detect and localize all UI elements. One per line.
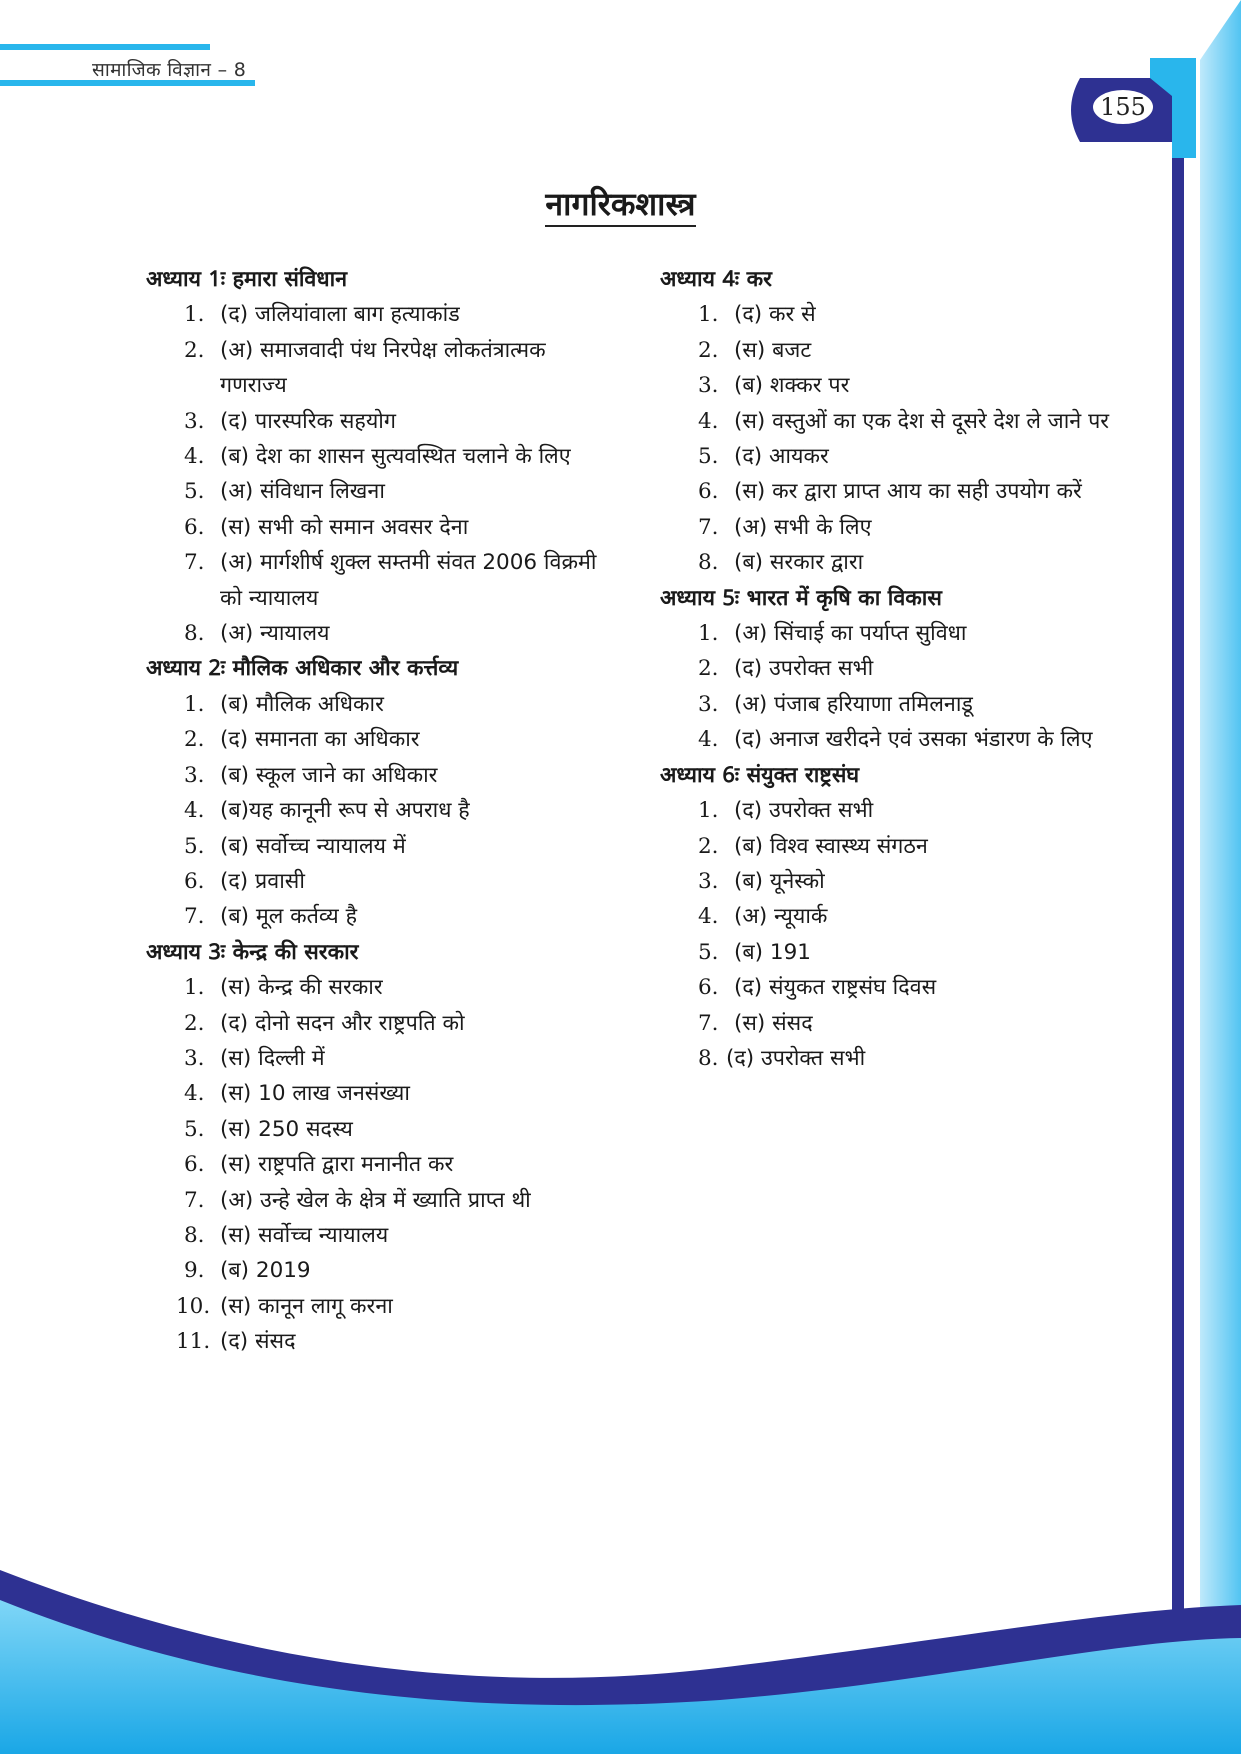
list-item — [146, 1076, 616, 1111]
chapter-heading: अध्याय 2ः मौलिक अधिकार और कर्त्तव्य — [146, 656, 459, 682]
item-number: 4. — [184, 444, 205, 470]
item-number: 7. — [698, 1010, 719, 1036]
list-item — [146, 1289, 616, 1324]
item-text: (स) कर द्वारा प्राप्त आय का सही उपयोग करें — [734, 479, 1082, 505]
item-text: (द) जलियांवाला बाग हत्याकांड — [220, 302, 460, 328]
list-item — [146, 404, 616, 439]
list-item — [146, 829, 616, 864]
item-number: 3. — [698, 868, 719, 894]
item-text: (ब) सर्वोच्च न्यायालय में — [220, 833, 406, 859]
list-item — [146, 1147, 616, 1182]
item-number: 6. — [184, 868, 205, 894]
item-number: 10. — [176, 1293, 211, 1319]
chapter-4 — [660, 262, 1130, 581]
item-text: (द) उपरोक्त सभी — [726, 1045, 866, 1071]
item-text: (ब)यह कानूनी रूप से अपराध है — [220, 798, 470, 824]
item-text: (ब) मौलिक अधिकार — [220, 691, 384, 717]
item-text: (अ) उन्हे खेल के क्षेत्र में ख्याति प्राप्त थी — [220, 1187, 531, 1213]
list-item — [146, 616, 616, 651]
list-item — [146, 793, 616, 828]
item-number: 6. — [184, 514, 205, 540]
right-column — [660, 262, 1130, 1076]
item-text: (स) 10 लाख जनसंख्या — [220, 1081, 410, 1107]
item-number: 5. — [184, 479, 205, 505]
item-text: (द) आयकर — [734, 444, 829, 470]
list-item — [660, 333, 1130, 368]
list-item — [660, 510, 1130, 545]
list-item — [146, 439, 616, 474]
item-number: 7. — [184, 904, 205, 930]
item-text: (अ) पंजाब हरियाणा तमिलनाडू — [734, 691, 973, 717]
item-number: 2. — [698, 656, 719, 682]
item-number: 8. — [698, 550, 719, 576]
list-item — [146, 545, 616, 616]
item-number: 4. — [184, 1081, 205, 1107]
item-number: 8. — [184, 621, 205, 647]
item-number: 4. — [698, 408, 719, 434]
list-item — [146, 758, 616, 793]
item-text: (अ) मार्गशीर्ष शुक्ल सम्तमी संवत 2006 विक्रमी को न्यायालय — [220, 550, 597, 611]
list-item — [146, 1324, 616, 1359]
list-item — [146, 1183, 616, 1218]
right-edge-band — [1200, 0, 1241, 1754]
subject-header: सामाजिक विज्ञान – 8 — [92, 59, 247, 81]
item-number: 2. — [184, 727, 205, 753]
list-item — [660, 474, 1130, 509]
item-text: (स) राष्ट्रपति द्वारा मनानीत कर — [220, 1152, 454, 1178]
item-text: (अ) न्यायालय — [220, 621, 330, 647]
item-number: 1. — [698, 621, 719, 647]
list-item — [660, 616, 1130, 651]
list-item — [660, 1041, 1130, 1076]
item-number: 3. — [184, 408, 205, 434]
item-text: (स) कानून लागू करना — [220, 1293, 393, 1319]
list-item — [660, 545, 1130, 580]
item-text: (स) सभी को समान अवसर देना — [220, 514, 469, 540]
list-item — [660, 404, 1130, 439]
item-number: 3. — [698, 373, 719, 399]
item-text: (द) संसद — [220, 1329, 296, 1355]
list-item — [660, 439, 1130, 474]
item-text: (द) उपरोक्त सभी — [734, 656, 874, 682]
item-text: (स) सर्वोच्च न्यायालय — [220, 1222, 389, 1248]
item-number: 2. — [698, 337, 719, 363]
list-item — [660, 722, 1130, 757]
item-number: 7. — [698, 514, 719, 540]
item-text: (स) बजट — [734, 337, 812, 363]
list-item — [146, 1006, 616, 1041]
list-item — [146, 333, 616, 404]
answer-list — [146, 970, 616, 1359]
item-number: 8. — [184, 1222, 205, 1248]
item-text: (द) उपरोक्त सभी — [734, 798, 874, 824]
list-item — [146, 1112, 616, 1147]
list-item — [146, 899, 616, 934]
chapter-heading: अध्याय 1ः हमारा संविधान — [146, 267, 348, 292]
list-item — [660, 687, 1130, 722]
item-text: (द) अनाज खरीदने एवं उसका भंडारण के लिए — [734, 727, 1093, 753]
item-text: (ब) 2019 — [220, 1258, 311, 1284]
item-text: (ब) स्कूल जाने का अधिकार — [220, 762, 438, 788]
item-number: 1. — [184, 302, 205, 328]
list-item — [146, 1218, 616, 1253]
item-text: (अ) सभी के लिए — [734, 514, 872, 540]
list-item — [146, 687, 616, 722]
item-number: 7. — [184, 550, 205, 576]
item-text: (द) पारस्परिक सहयोग — [220, 408, 396, 434]
page-title-text: नागरिकशास्त्र — [545, 185, 695, 227]
answer-list — [660, 297, 1130, 580]
list-item — [146, 1253, 616, 1288]
item-number: 4. — [184, 798, 205, 824]
chapter-1 — [146, 262, 616, 651]
item-text: (स) 250 सदस्य — [220, 1116, 353, 1142]
list-item — [146, 510, 616, 545]
item-text: (अ) सिंचाई का पर्याप्त सुविधा — [734, 621, 967, 647]
item-number: 6. — [184, 1152, 205, 1178]
item-number: 4. — [698, 904, 719, 930]
item-text: (द) प्रवासी — [220, 868, 305, 894]
item-number: 5. — [184, 833, 205, 859]
chapter-5 — [660, 581, 1130, 758]
answer-list — [660, 616, 1130, 758]
item-number: 1. — [698, 798, 719, 824]
item-number: 2. — [698, 833, 719, 859]
item-text: (द) कर से — [734, 302, 816, 328]
list-item — [660, 651, 1130, 686]
item-number: 6. — [698, 479, 719, 505]
chapter-2 — [146, 651, 616, 934]
header-stripe-top — [0, 44, 210, 50]
item-text: (ब) विश्व स्वास्थ्य संगठन — [734, 833, 928, 859]
page-title — [0, 182, 1241, 225]
item-text: (ब) सरकार द्वारा — [734, 550, 864, 576]
item-number: 7. — [184, 1187, 205, 1213]
item-number: 1. — [184, 691, 205, 717]
answer-list — [146, 297, 616, 651]
list-item — [660, 935, 1130, 970]
chapter-6 — [660, 758, 1130, 1077]
list-item — [660, 970, 1130, 1005]
item-text: (स) संसद — [734, 1010, 813, 1036]
item-number: 3. — [184, 1045, 205, 1071]
chapter-heading: अध्याय 4ः कर — [660, 267, 772, 292]
right-edge-line — [1172, 60, 1184, 1620]
list-item — [660, 368, 1130, 403]
item-number: 6. — [698, 975, 719, 1001]
item-number: 2. — [184, 1010, 205, 1036]
list-item — [660, 297, 1130, 332]
list-item — [146, 970, 616, 1005]
list-item — [660, 1006, 1130, 1041]
item-text: (ब) 191 — [734, 939, 811, 965]
list-item — [146, 297, 616, 332]
item-number: 8. — [698, 1045, 719, 1071]
item-number: 5. — [184, 1116, 205, 1142]
item-text: (अ) समाजवादी पंथ निरपेक्ष लोकतंत्रात्मक गणराज्य — [220, 337, 546, 399]
answer-list — [660, 793, 1130, 1076]
left-column — [146, 262, 616, 1360]
item-number: 9. — [184, 1258, 205, 1284]
item-text: (स) वस्तुओं का एक देश से दूसरे देश ले जाने पर — [734, 408, 1110, 434]
item-number: 5. — [698, 444, 719, 470]
item-text: (अ) न्यूयार्क — [734, 904, 828, 930]
chapter-heading: अध्याय 5ः भारत में कृषि का विकास — [660, 585, 942, 611]
list-item — [146, 1041, 616, 1076]
chapter-3 — [146, 935, 616, 1360]
item-number: 1. — [698, 302, 719, 328]
item-number: 2. — [184, 337, 205, 363]
list-item — [660, 899, 1130, 934]
item-text: (स) दिल्ली में — [220, 1045, 325, 1071]
item-text: (ब) मूल कर्तव्य है — [220, 904, 357, 930]
chapter-heading: अध्याय 6ः संयुक्त राष्ट्रसंघ — [660, 762, 860, 788]
list-item — [660, 793, 1130, 828]
list-item — [660, 829, 1130, 864]
chapter-heading: अध्याय 3ः केन्द्र की सरकार — [146, 939, 359, 965]
item-text: (ब) देश का शासन सुत्यवस्थित चलाने के लिए — [220, 444, 571, 470]
item-text: (ब) यूनेस्को — [734, 868, 825, 894]
item-number: 4. — [698, 727, 719, 753]
item-text: (अ) संविधान लिखना — [220, 479, 385, 505]
list-item — [146, 722, 616, 757]
item-number: 1. — [184, 975, 205, 1001]
item-text: (द) संयुकत राष्ट्रसंघ दिवस — [734, 975, 937, 1001]
item-text: (स) केन्द्र की सरकार — [220, 975, 383, 1001]
item-number: 11. — [176, 1329, 211, 1355]
item-number: 3. — [184, 762, 205, 788]
item-text: (ब) शक्कर पर — [734, 373, 850, 399]
list-item — [146, 474, 616, 509]
list-item — [146, 864, 616, 899]
item-number: 3. — [698, 691, 719, 717]
answer-list — [146, 687, 616, 935]
item-text: (द) समानता का अधिकार — [220, 727, 420, 753]
page-number: 155 — [1093, 90, 1153, 124]
item-number: 5. — [698, 939, 719, 965]
list-item — [660, 864, 1130, 899]
item-text: (द) दोनो सदन और राष्ट्रपति को — [220, 1010, 465, 1036]
